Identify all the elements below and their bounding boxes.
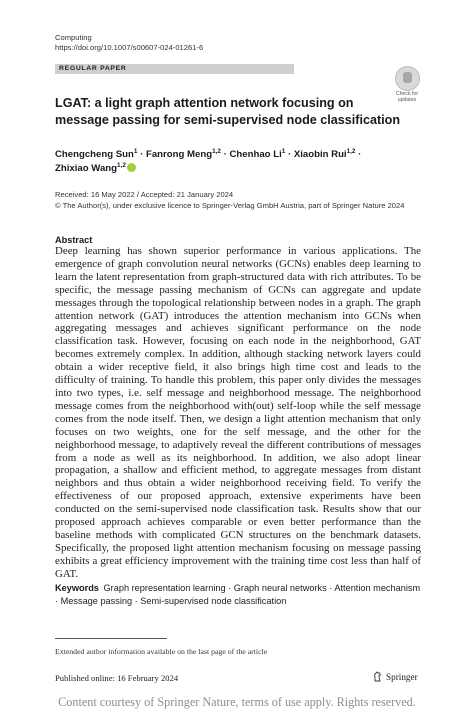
copyright-notice: © The Author(s), under exclusive licence to Springer-Verlag GmbH Austria, part of Springer Nature 2024 [55,200,405,210]
abstract-body: Deep learning has shown superior performance in various applications. The emergence of graph convolution neural networks (GCNs) enables deep learning to learn the latent representation from graph-structured data with rich attributes. To be specific, the message passing mechanism of GCNs can aggregate and update messages through the topological relationship between nodes in a graph. The graph attention network (GAT) introduces the attention mechanism into GCNs when aggregating messages and achieves significant performance on the node classification task. However, focusing on each node in the neighborhood, GAT becomes extremely complex. In addition, although stacking network layers could obtain a wider receptive field, it also brings high time cost and leads to the difficulty of training. To handle this problem, this paper only divides the messages into two types, i.e. self message and neighborhood message. The neighborhood message comes from the neighborhood with(out) self-loop while the self message comes from the node itself. Then, we design a light attention mechanism that only focuses on two weights, one for the self message, and the other for the neighborhood message, to adaptively reveal the different contributions of messages from a node as well as its neighborhood. In addition, we also adopt linear propagation, a shallow and efficient method, to aggregate messages from distant neighbors and thus obtain a wider neighborhood receiving field. To verify the effectiveness of our proposed approach, extensive experiments have been conducted on the semi-supervised node classification task. Results show that our proposed approach achieves comparable or even better performance than the baseline methods with complicated GCN structures on the benchmark datasets. Specifically, the proposed light attention mechanism focusing on message passing exhibits a great efficiency improvement with the training time cost less than half of GAT. [55,245,421,580]
author-name: Chenhao Li [229,149,282,160]
publisher-name: Springer [386,672,418,682]
published-online-date: Published online: 16 February 2024 [55,673,179,683]
author-affiliation: 1,2 [346,148,356,155]
doi-link[interactable]: https://doi.org/10.1007/s00607-024-01261-6 [55,43,204,52]
journal-name: Computing [55,33,92,42]
keywords-label: Keywords [55,583,99,593]
author-affiliation: 1,2 [117,162,126,169]
article-type-band [55,64,294,74]
author-list: Chengcheng Sun$^1$ · Fanrong Meng$^{1,2}$ · Chenhao $Li^1$ · Xiaobin Rui$^{1,2}$ · Zhixiao Wang$^{1,2}$ [55,148,362,174]
author-name: Chengcheng Sun [55,149,134,160]
orcid-icon[interactable] [127,163,136,172]
author-affiliation: 1 [133,148,138,155]
springer-logo [373,671,418,683]
keywords-list: Graph representation learning · Graph neural networks · Attention mechanism · Message passing · Semi-supervised node classification [55,583,421,606]
keywords-section [55,582,421,608]
paper-title: LGAT: a light graph attention network focusing on message passing for semi-supervised node classification [55,96,401,127]
check-updates-icon [395,66,420,91]
author-affiliation: 1 [281,148,286,155]
article-history [55,190,404,211]
author-info-footnote: Extended author information available on the last page of the article [55,647,268,656]
author-name: Fanrong Meng [145,149,213,160]
article-type-label: REGULAR PAPER [59,65,127,72]
author-name: Zhixiao Wang [55,163,118,174]
springer-horse-icon [373,671,382,682]
author-affiliation: 1,2 [212,148,221,155]
author-name: Xiaobin Rui [293,149,347,160]
footnote-divider [55,638,167,639]
content-courtesy-watermark: Content courtesy of Springer Nature, terms of use apply. Rights reserved. [58,695,416,709]
journal-header [55,33,203,53]
abstract-heading: Abstract [55,235,93,245]
received-accepted-dates: Received: 16 May 2022 / Accepted: 21 January 2024 [55,190,234,199]
check-updates-label: Check for updates [395,91,419,103]
